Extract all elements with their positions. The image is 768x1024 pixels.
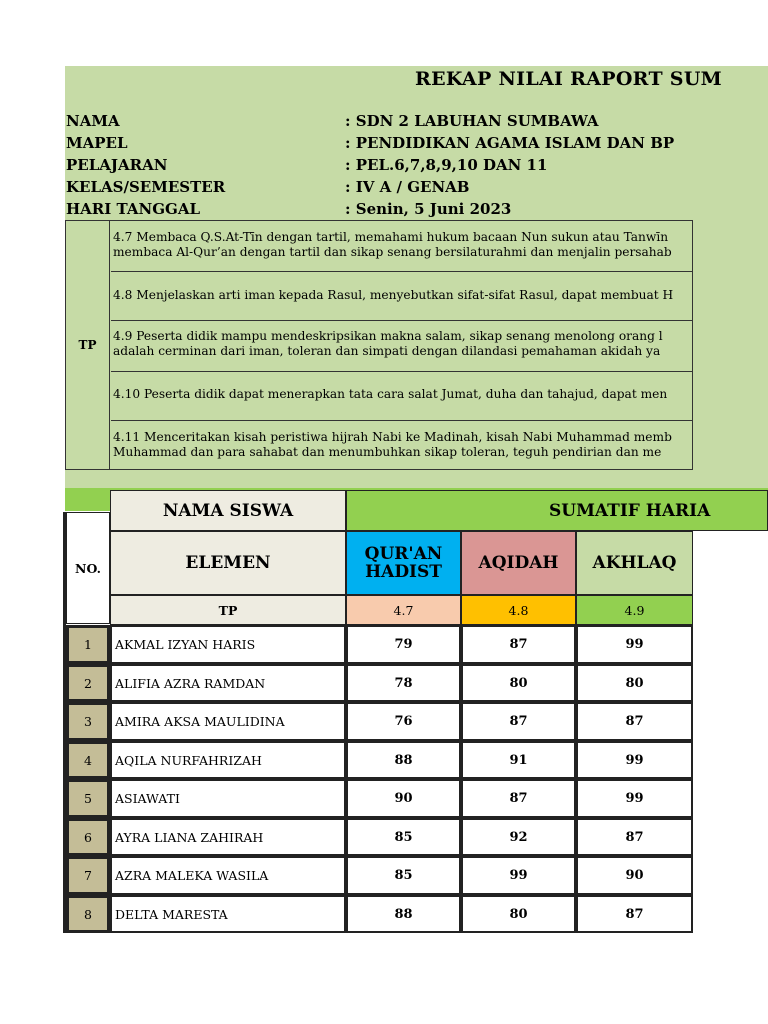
score-cell: 88: [346, 741, 461, 779]
info-value: : Senin, 5 Juni 2023: [345, 200, 512, 218]
row-number: 3: [66, 702, 110, 741]
score-cell: 91: [461, 741, 576, 779]
score-cell: 79: [346, 625, 461, 664]
tp-item-line1: 4.11 Menceritakan kisah peristiwa hijrah Nabi ke Madinah, kisah Nabi Muhammad memb: [113, 430, 672, 444]
tp-label: TP: [66, 220, 110, 470]
info-label: MAPEL: [66, 134, 128, 152]
info-label: NAMA: [66, 112, 120, 130]
sumatif-header: SUMATIF HARIA: [346, 490, 768, 531]
tp-divider: [111, 371, 693, 372]
score-cell: 90: [576, 856, 693, 895]
score-cell: 80: [461, 895, 576, 933]
row-number: 6: [66, 818, 110, 856]
score-cell: 90: [346, 779, 461, 818]
row-number: 4: [66, 741, 110, 779]
score-cell: 99: [461, 856, 576, 895]
subject-tp: 4.8: [461, 595, 576, 625]
tp-header: TP: [110, 595, 346, 625]
score-cell: 87: [461, 625, 576, 664]
score-cell: 87: [461, 779, 576, 818]
tp-item-line2: Muhammad dan para sahabat dan menumbuhkan sikap toleran, teguh pendirian dan me: [113, 445, 662, 459]
elemen-header: ELEMEN: [110, 531, 346, 595]
student-name: DELTA MARESTA: [110, 895, 346, 933]
score-cell: 87: [576, 818, 693, 856]
row-number: 1: [66, 625, 110, 664]
score-cell: 85: [346, 818, 461, 856]
subject-header: QUR'AN HADIST: [346, 531, 461, 595]
score-cell: 99: [576, 741, 693, 779]
score-cell: 88: [346, 895, 461, 933]
info-value: : IV A / GENAB: [345, 178, 470, 196]
score-cell: 99: [576, 779, 693, 818]
student-name: AYRA LIANA ZAHIRAH: [110, 818, 346, 856]
score-cell: 87: [576, 895, 693, 933]
score-cell: 85: [346, 856, 461, 895]
nama-siswa-header: NAMA SISWA: [110, 490, 346, 531]
tp-item-line1: 4.9 Peserta didik mampu mendeskripsikan makna salam, sikap senang menolong orang l: [113, 329, 663, 343]
score-cell: 76: [346, 702, 461, 741]
tp-item-line1: 4.8 Menjelaskan arti iman kepada Rasul, menyebutkan sifat-sifat Rasul, dapat membuat H: [113, 288, 674, 302]
student-name: AZRA MALEKA WASILA: [110, 856, 346, 895]
info-label: HARI TANGGAL: [66, 200, 201, 218]
tp-item-line2: membaca Al-Qur’an dengan tartil dan sikap senang bersilaturahmi dan menjalin persahab: [113, 245, 672, 259]
page-title: REKAP NILAI RAPORT SUM: [415, 68, 723, 90]
row-number: 7: [66, 856, 110, 895]
student-name: ALIFIA AZRA RAMDAN: [110, 664, 346, 702]
info-label: KELAS/SEMESTER: [66, 178, 226, 196]
tp-box: [65, 220, 693, 470]
subject-header: AQIDAH: [461, 531, 576, 595]
subject-header: AKHLAQ: [576, 531, 693, 595]
student-name: AQILA NURFAHRIZAH: [110, 741, 346, 779]
no-header: NO.: [66, 512, 110, 624]
tp-item-line1: 4.7 Membaca Q.S.At-Tīn dengan tartil, memahami hukum bacaan Nun sukun atau Tanwīn: [113, 230, 669, 244]
row-number: 5: [66, 779, 110, 818]
row-number: 8: [66, 895, 110, 933]
tp-item-line2: adalah cerminan dari iman, toleran dan simpati dengan dilandasi pemahaman akidah ya: [113, 344, 661, 358]
info-label: PELAJARAN: [66, 156, 168, 174]
info-value: : PENDIDIKAN AGAMA ISLAM DAN BP: [345, 134, 675, 152]
info-value: : SDN 2 LABUHAN SUMBAWA: [345, 112, 599, 130]
score-cell: 87: [461, 702, 576, 741]
student-name: AKMAL IZYAN HARIS: [110, 625, 346, 664]
score-cell: 92: [461, 818, 576, 856]
score-cell: 99: [576, 625, 693, 664]
score-cell: 80: [461, 664, 576, 702]
table-edge: [63, 512, 66, 933]
student-name: AMIRA AKSA MAULIDINA: [110, 702, 346, 741]
tp-divider: [111, 320, 693, 321]
tp-divider: [111, 271, 693, 272]
score-cell: 87: [576, 702, 693, 741]
tp-item-line1: 4.10 Peserta didik dapat menerapkan tata cara salat Jumat, duha dan tahajud, dapat men: [113, 387, 668, 401]
student-name: ASIAWATI: [110, 779, 346, 818]
subject-tp: 4.7: [346, 595, 461, 625]
info-value: : PEL.6,7,8,9,10 DAN 11: [345, 156, 548, 174]
row-number: 2: [66, 664, 110, 702]
score-cell: 78: [346, 664, 461, 702]
score-cell: 80: [576, 664, 693, 702]
tp-divider: [111, 420, 693, 421]
subject-tp: 4.9: [576, 595, 693, 625]
